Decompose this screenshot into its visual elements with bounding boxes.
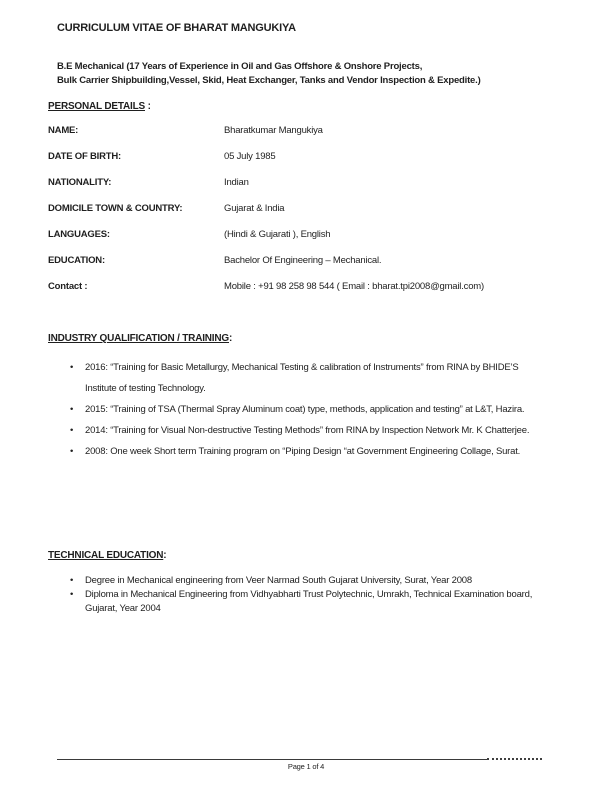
technical-education-list: [70, 574, 562, 616]
personal-details-row-value: Bachelor Of Engineering – Mechanical.: [224, 255, 382, 266]
training-heading-colon: :: [229, 333, 233, 344]
training-item-text: 2014: “Training for Visual Non-destructive Testing Methods” from RINA by Inspection Network Mr. K Chatterjee.: [85, 425, 530, 436]
training-list-item: [70, 357, 538, 399]
bullet-icon: •: [70, 425, 74, 436]
bullet-icon: •: [70, 589, 74, 600]
technical-education-list-item: [70, 574, 562, 588]
personal-details-row-value: Mobile : +91 98 258 98 544 ( Email : bharat.tpi2008@gmail.com): [224, 281, 484, 292]
personal-details-row-label: NAME:: [48, 125, 79, 136]
training-item-text: 2008: One week Short term Training program on “Piping Design “at Government Engineering Collage, Surat.: [85, 446, 521, 457]
training-heading-text: INDUSTRY QUALIFICATION / TRAINING: [48, 333, 229, 344]
personal-details-heading: [48, 101, 151, 112]
personal-details-row: [48, 125, 568, 151]
document-subtitle: [57, 60, 557, 88]
training-list: [70, 357, 538, 462]
technical-education-item-text: Degree in Mechanical engineering from Veer Narmad South Gujarat University, Surat, Year 2008: [85, 575, 472, 586]
bullet-icon: •: [70, 362, 74, 373]
technical-education-heading-text: TECHNICAL EDUCATION: [48, 550, 164, 561]
personal-details-row: [48, 255, 568, 281]
personal-details-table: [48, 125, 568, 307]
personal-details-row-label: LANGUAGES:: [48, 229, 110, 240]
training-list-item: [70, 420, 538, 441]
footer-rule: [57, 759, 487, 760]
personal-details-row: [48, 151, 568, 177]
personal-details-row-label: EDUCATION:: [48, 255, 105, 266]
personal-details-row-value: 05 July 1985: [224, 151, 276, 162]
personal-details-row-value: Bharatkumar Mangukiya: [224, 125, 323, 136]
personal-details-row-label: DATE OF BIRTH:: [48, 151, 122, 162]
training-list-item: [70, 441, 538, 462]
personal-details-row-value: Indian: [224, 177, 249, 188]
footer-rule-dashed-segment: [487, 758, 542, 760]
personal-details-row-label: Contact :: [48, 281, 88, 292]
subtitle-line-1: B.E Mechanical (17 Years of Experience in Oil and Gas Offshore & Onshore Projects,: [57, 61, 423, 72]
technical-education-item-text: Diploma in Mechanical Engineering from Vidhyabharti Trust Polytechnic, Umrakh, Technical Examination board, Gujarat, Year 2004: [85, 589, 533, 614]
page-number: Page 1 of 4: [287, 762, 325, 771]
subtitle-line-2: Bulk Carrier Shipbuilding,Vessel, Skid, Heat Exchanger, Tanks and Vendor Inspection & Expedite.): [57, 75, 481, 86]
technical-education-heading: [48, 550, 166, 561]
personal-details-row: [48, 203, 568, 229]
bullet-icon: •: [70, 446, 74, 457]
bullet-icon: •: [70, 404, 74, 415]
training-list-item: [70, 399, 538, 420]
bullet-icon: •: [70, 575, 74, 586]
training-item-text: 2016: “Training for Basic Metallurgy, Mechanical Testing & calibration of Instruments” from RINA by BHIDE’S Institute of testing Technology.: [85, 362, 519, 394]
training-item-text: 2015: “Training of TSA (Thermal Spray Aluminum coat) type, methods, application and testing” at L&T, Hazira.: [85, 404, 525, 415]
personal-details-heading-colon: :: [145, 101, 151, 112]
personal-details-row-label: NATIONALITY:: [48, 177, 112, 188]
personal-details-row: [48, 281, 568, 307]
personal-details-row-label: DOMICILE TOWN & COUNTRY:: [48, 203, 183, 214]
personal-details-row-value: Gujarat & India: [224, 203, 285, 214]
technical-education-heading-colon: :: [163, 550, 167, 561]
document-title: CURRICULUM VITAE OF BHARAT MANGUKIYA: [57, 22, 296, 34]
personal-details-row-value: (Hindi & Gujarati ), English: [224, 229, 331, 240]
personal-details-row: [48, 177, 568, 203]
training-heading: [48, 333, 232, 344]
technical-education-list-item: [70, 588, 562, 616]
personal-details-row: [48, 229, 568, 255]
personal-details-heading-text: PERSONAL DETAILS: [48, 101, 145, 112]
